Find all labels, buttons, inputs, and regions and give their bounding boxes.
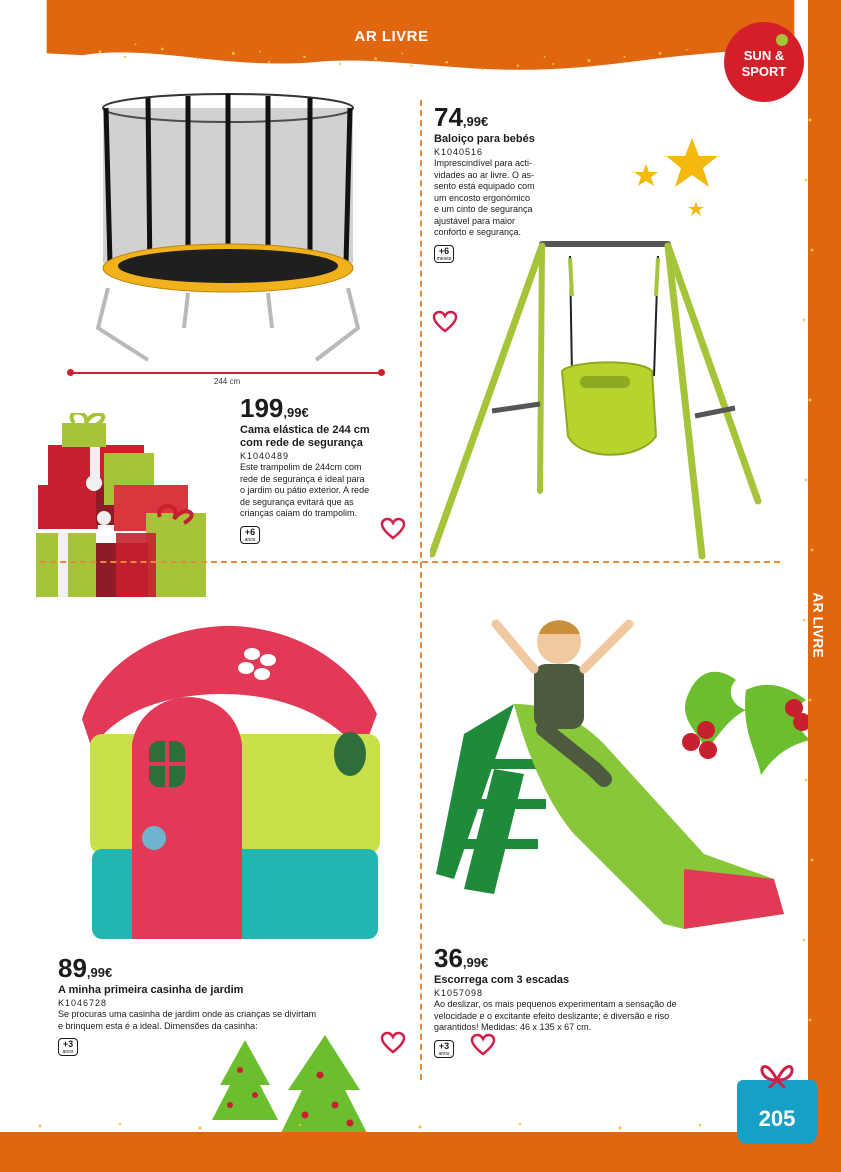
age-unit: anos [438,1050,450,1057]
tree-icon [210,1035,370,1132]
product-name: Escorrega com 3 escadas [434,974,570,986]
description-line: garantidos! Medidas: 46 x 135 x 67 cm. [434,1022,592,1032]
product-reference: K1040516 [434,147,484,157]
product-name-line: com rede de segurança [240,437,363,449]
product-description [240,462,410,520]
price-decimal: ,99€ [462,114,489,129]
product-reference: K1040489 [240,451,290,461]
bow-icon [757,1058,797,1088]
bottom-glitter [0,1120,808,1132]
age-value: +3 [62,1039,74,1049]
description-line: conforto e segurança. [434,227,522,237]
side-section-label: AR LIVRE [810,592,827,658]
heart-icon[interactable] [380,517,406,541]
description-line: velocidade e o excitante efeito deslizante; é diversão e riso [434,1010,670,1021]
price-integer: 199 [240,393,284,423]
description-line: um encosto ergonómico [434,192,531,203]
description-line: e brinquem esta é a ideal. Dimensões da casinha: [58,1020,258,1031]
product-description [434,158,564,239]
price-decimal: ,99€ [462,955,489,970]
price-decimal: ,99€ [283,405,309,420]
dimension-line [70,372,382,374]
age-badge [58,1038,78,1056]
page-number: 205 [758,1106,796,1131]
product-price [434,945,734,971]
trampoline-image [88,88,388,368]
product-name: A minha primeira casinha de jardim [58,984,244,996]
product-description [58,1009,388,1032]
description-line: Se procuras uma casinha de jardim onde as crianças se divirtam [58,1009,317,1019]
age-value: +3 [438,1040,450,1051]
description-line: ajustável para maior [434,215,516,226]
description-line: Ao deslizar, os mais pequenos experimentam a sensação de [434,999,677,1009]
product-price [58,955,388,981]
svg-text:SPORT: SPORT [741,64,787,79]
product-reference: K1057098 [434,988,484,998]
product-reference: K1046728 [58,998,108,1008]
description-line: de segurança evitará que as [240,496,354,507]
product-name [240,424,410,450]
swing-image [430,236,780,561]
heart-icon[interactable] [470,1033,496,1057]
age-unit: anos [62,1049,74,1055]
svg-text:SUN &: SUN & [743,48,785,63]
vertical-divider [420,100,422,1080]
description-line: sento está equipado com [434,181,535,191]
price-integer: 36 [434,943,463,973]
price-integer: 74 [434,102,463,132]
age-badge [434,1040,454,1058]
sun-sport-logo [720,18,808,106]
product-price [240,395,410,421]
horizontal-divider [40,561,780,563]
product-description [434,999,734,1034]
description-line: Imprescindível para acti- [434,158,533,168]
price-decimal: ,99€ [86,965,113,980]
description-line: crianças caiam do trampolim. [240,508,358,518]
age-unit: meses [436,255,452,262]
product-name: Baloiço para bebés [434,133,535,145]
age-value: +6 [438,245,450,256]
age-unit: anos [244,536,256,543]
age-badge [240,526,260,544]
description-line: Este trampolim de 244cm com [240,462,362,472]
page-number-tab [737,1080,817,1144]
product-name-line: Cama elástica de 244 cm [240,424,370,436]
heart-icon[interactable] [380,1031,406,1055]
description-line: vidades ao ar livre. O as- [434,169,535,180]
gift-icon [34,413,212,597]
description-line: rede de segurança é ideal para [240,473,365,484]
description-line: e um cinto de segurança [434,204,533,214]
side-section-title [790,592,840,658]
age-value: +6 [244,526,256,537]
section-title: AR LIVRE [354,28,429,45]
playhouse-image [72,624,387,946]
description-line: o jardim ou pátio exterior. A rede [240,485,370,495]
product-price [434,104,564,130]
star-icon [632,136,722,226]
dimension-label: 244 cm [213,377,241,386]
price-integer: 89 [58,953,87,983]
